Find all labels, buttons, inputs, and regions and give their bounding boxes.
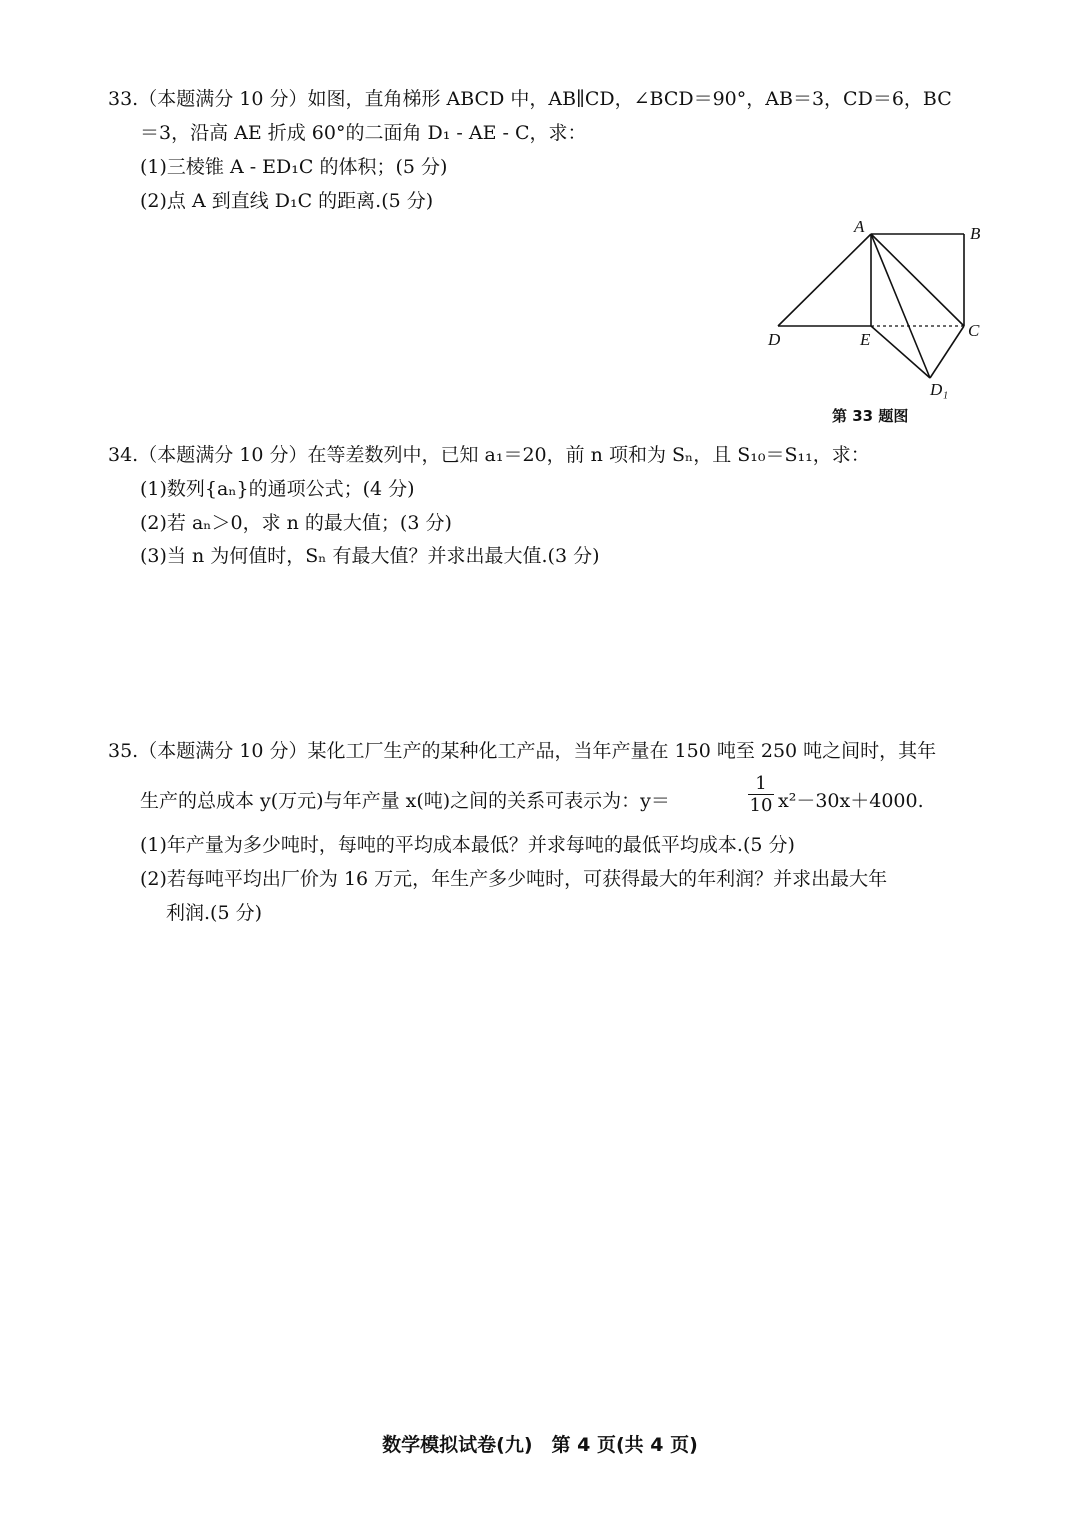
q35-part1: (1)年产量为多少吨时，每吨的平均成本最低？并求每吨的最低平均成本.(5 分) [140,834,795,856]
figure-caption: 第 33 题图 [832,407,909,425]
fraction-denominator: 10 [749,795,773,816]
q35-line2-suffix: x²－30x＋4000. [778,790,924,812]
q33-line1: 33.（本题满分 10 分）如图，直角梯形 ABCD 中，AB∥CD，∠BCD＝90°，AB＝3，CD＝6，BC [108,88,952,110]
label-D1: D₁ [930,380,949,399]
edge-AD1 [871,234,930,378]
q33-line2: ＝3，沿高 AE 折成 60°的二面角 D₁ - AE - C，求： [140,122,587,144]
fraction-numerator: 1 [755,773,767,794]
label-A: A [854,217,865,236]
fraction [748,774,774,817]
q34-part3: (3)当 n 为何值时，Sₙ 有最大值？并求出最大值.(3 分) [140,545,600,567]
q34-part1: (1)数列{aₙ}的通项公式；(4 分) [140,478,415,500]
edge-AC [871,234,964,326]
label-C: C [968,321,980,340]
q35-part2-line2: 利润.(5 分) [166,902,262,924]
label-B: B [970,224,981,243]
page-footer: 数学模拟试卷(九) 第 4 页(共 4 页) [382,1434,698,1456]
q34-line1: 34.（本题满分 10 分）在等差数列中，已知 a₁＝20，前 n 项和为 Sₙ，且 S₁₀＝S₁₁，求： [108,444,870,466]
q33-figure [760,212,1000,402]
label-E: E [860,330,871,349]
edge-ED1 [871,326,930,378]
trapezoid-diagram [760,212,1000,402]
q34-part2: (2)若 aₙ＞0，求 n 的最大值；(3 分) [140,512,452,534]
label-D: D [768,330,781,349]
q35-part2-line1: (2)若每吨平均出厂价为 16 万元，年生产多少吨时，可获得最大的年利润？并求出最大年 [140,868,888,890]
edge-CD1 [930,326,964,378]
q33-part1: (1)三棱锥 A - ED₁C 的体积；(5 分) [140,156,448,178]
q35-line1: 35.（本题满分 10 分）某化工厂生产的某种化工产品，当年产量在 150 吨至 250 吨之间时，其年 [108,740,937,762]
edge-AD [778,234,871,326]
q35-line2-prefix: 生产的总成本 y(万元)与年产量 x(吨)之间的关系可表示为：y＝ [140,790,670,812]
q33-part2: (2)点 A 到直线 D₁C 的距离.(5 分) [140,190,434,212]
